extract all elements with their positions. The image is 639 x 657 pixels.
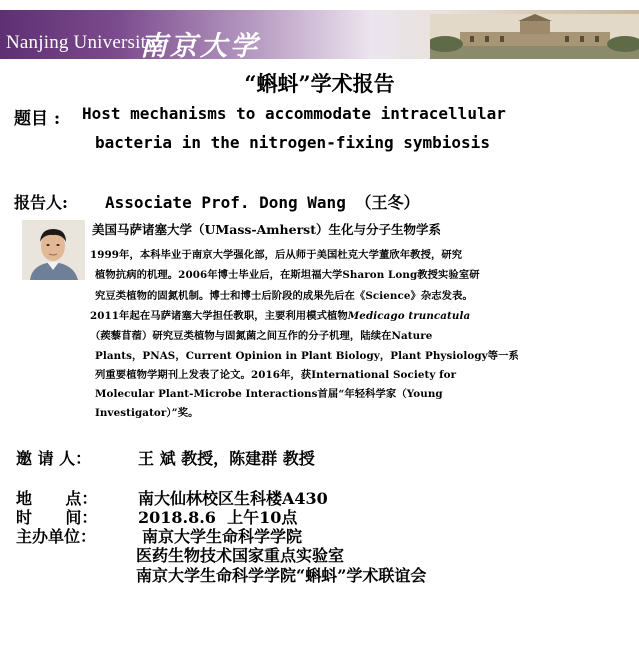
topic-label: 题目 :	[14, 109, 61, 129]
topic-line-1: Host mechanisms to accommodate intracellular	[82, 104, 506, 123]
bio-line: 植物抗病的机理。2006年博士毕业后，在斯坦福大学Sharon Long教授实验室研	[95, 269, 480, 281]
topic-line-2: bacteria in the nitrogen-fixing symbiosis	[95, 133, 490, 152]
bio-line: Plants，PNAS，Current Opinion in Plant Biology，Plant Physiology等一系	[95, 350, 519, 362]
time-value: 2018.8.6 上午10点	[138, 508, 298, 527]
bio-text: 2011年起在马萨诸塞大学担任教职，主要利用模式植物	[90, 310, 348, 322]
bio-line	[90, 307, 470, 322]
host-unit: 南京大学生命科学学院	[142, 527, 303, 546]
speaker-photo	[22, 220, 85, 280]
location-label: 地 点：	[16, 489, 98, 508]
host-unit: 医药生物技术国家重点实验室	[136, 546, 345, 565]
speaker-label: 报告人:	[14, 193, 68, 212]
species-name: Medicago truncatula	[347, 310, 471, 322]
campus-building-image	[430, 14, 639, 59]
host-unit: 南京大学生命科学学院“蝌蚪”学术联谊会	[136, 566, 427, 585]
bio-line: 1999年，本科毕业于南京大学强化部，后从师于美国杜克大学董欣年教授，研究	[90, 249, 463, 261]
bio-line: 究豆类植物的固氮机制。博士和博士后阶段的成果先后在《Science》杂志发表。	[95, 290, 473, 302]
university-name-en: Nanjing University	[6, 32, 156, 53]
inviter-value: 王 斌 教授，陈建群 教授	[138, 449, 315, 468]
header-banner	[0, 10, 639, 62]
page-title: “蝌蚪”学术报告	[244, 71, 395, 96]
time-label: 时 间：	[16, 508, 98, 527]
inviter-label: 邀 请 人：	[16, 449, 92, 468]
bio-line: （蒺藜苜蓿）研究豆类植物与固氮菌之间互作的分子机理，陆续在Nature	[90, 330, 433, 342]
speaker-affiliation: 美国马萨诸塞大学（UMass-Amherst）生化与分子生物学系	[92, 222, 441, 237]
bio-line: Investigator）”奖。	[95, 407, 199, 419]
university-logo-calligraphy: 南京大学	[140, 31, 260, 62]
bio-line: 列重要植物学期刊上发表了论文。2016年，获International Society for	[95, 369, 457, 381]
location-value: 南大仙林校区生科楼A430	[138, 489, 328, 508]
bio-line: Molecular Plant-Microbe Interactions首届“年轻科学家（Young	[95, 388, 443, 400]
speaker-name: Associate Prof. Dong Wang （王冬）	[105, 193, 420, 212]
host-label: 主办单位：	[16, 527, 97, 546]
